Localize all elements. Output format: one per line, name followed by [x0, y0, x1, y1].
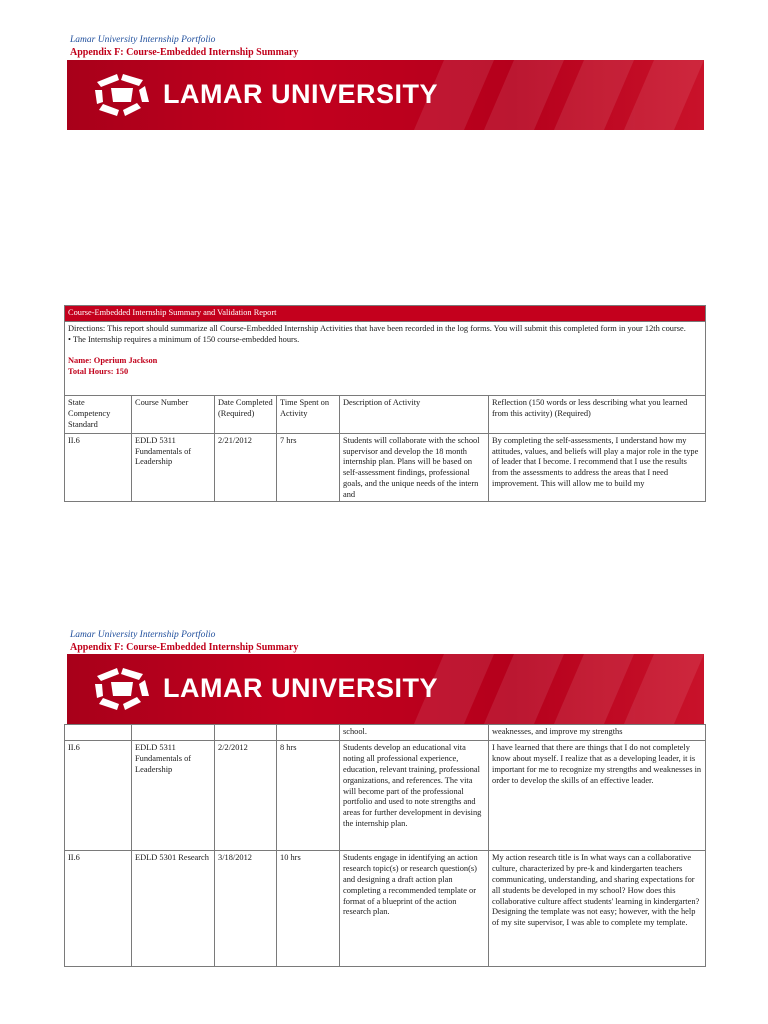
university-banner-2 [67, 654, 704, 724]
cell-description: Students engage in identifying an action research topic(s) or research question(s) and designing a draft action plan completing a recommended template or format of a blueprint of the action research plan. [340, 850, 489, 966]
cell-date: 2/21/2012 [215, 433, 277, 501]
cell-reflection [489, 433, 706, 501]
directions-cell [65, 321, 706, 395]
cell-time [277, 725, 340, 741]
directions-text: Directions: This report should summarize all Course-Embedded Internship Activities that have been recorded in the log forms. You will submit this completed form in your 12th course. [68, 323, 686, 333]
col-reflection: Reflection (150 words or less describing what you learned from this activity) (Required) [489, 395, 706, 433]
cell-date [215, 725, 277, 741]
col-time: Time Spent on Activity [277, 395, 340, 433]
page-header [70, 34, 298, 59]
portfolio-title: Lamar University Internship Portfolio [70, 630, 216, 640]
page-header-2 [70, 629, 298, 654]
portfolio-title: Lamar University Internship Portfolio [70, 35, 216, 45]
cell-reflection: My action research title is In what ways can a collaborative culture, characterized by pre-k and kindergarten teachers communicating, understanding, and sharing expectations for all students be developed in my school? How does this collaborative culture affect students' learning in kindergarten? Designing the template was not easy; however, with the help of my site supervisor, I was able to complete my template. [489, 850, 706, 966]
table-row [65, 433, 706, 501]
table-row [65, 850, 706, 966]
university-name: LAMAR UNIVERSITY [163, 79, 439, 109]
cell-course: EDLD 5311 Fundamentals of Leadership [132, 433, 215, 501]
column-header-row [65, 395, 706, 433]
cell-course: EDLD 5301 Research [132, 850, 215, 966]
cell-time: 8 hrs [277, 740, 340, 850]
cell-standard: II.6 [65, 850, 132, 966]
report-title-row [65, 306, 706, 322]
appendix-title: Appendix F: Course-Embedded Internship Summary [70, 47, 299, 58]
cell-reflection: weaknesses, and improve my strengths [489, 725, 706, 741]
lamar-logo-icon [93, 72, 151, 118]
directions-row [65, 321, 706, 395]
col-description: Description of Activity [340, 395, 489, 433]
cell-time: 10 hrs [277, 850, 340, 966]
cell-date: 2/2/2012 [215, 740, 277, 850]
cell-date: 3/18/2012 [215, 850, 277, 966]
col-date: Date Completed (Required) [215, 395, 277, 433]
cell-description: Students develop an educational vita noting all professional experience, education, relevant training, professional organizations, and references. The vita will become part of the professional portfolio and used to note strengths and areas for further development in devising the internship plan. [340, 740, 489, 850]
cell-description: school. [340, 725, 489, 741]
lamar-logo-icon [93, 666, 151, 712]
cell-course [132, 725, 215, 741]
university-banner [67, 60, 704, 130]
banner-watermark [404, 654, 704, 724]
total-hours: Total Hours: 150 [68, 366, 129, 376]
appendix-title: Appendix F: Course-Embedded Internship Summary [70, 642, 299, 653]
cell-reflection: I have learned that there are things that I do not completely know about myself. I realize that as a developing leader, it is important for me to recognize my strengths and weaknesses in order to develop the skills of an effective leader. [489, 740, 706, 850]
cell-description [340, 433, 489, 501]
cell-description-text: Students will collaborate with the school supervisor and develop the 18 month internship plan. Plans will be based on self-assessment findings, professional goals, and the unique needs of the intern and [343, 435, 480, 499]
cell-standard [65, 725, 132, 741]
report-table-continued [64, 724, 706, 967]
intern-name: Name: Operium Jackson [68, 355, 158, 365]
report-table [64, 305, 706, 502]
cell-standard: II.6 [65, 433, 132, 501]
continuation-row [65, 725, 706, 741]
cell-reflection-text: By completing the self-assessments, I understand how my attitudes, values, and beliefs will play a major role in the type of leader that I become. I recommend that I use the results from the assessments to address the areas that I need improvement. This will allow me to build my [492, 435, 699, 489]
col-standard: State Competency Standard [65, 395, 132, 433]
requirement-text: • The Internship requires a minimum of 150 course-embedded hours. [68, 334, 300, 344]
report-title: Course-Embedded Internship Summary and Validation Report [65, 306, 706, 322]
cell-time: 7 hrs [277, 433, 340, 501]
university-name: LAMAR UNIVERSITY [163, 673, 439, 703]
table-row [65, 740, 706, 850]
banner-watermark [404, 60, 704, 130]
cell-standard: II.6 [65, 740, 132, 850]
col-course: Course Number [132, 395, 215, 433]
cell-course: EDLD 5311 Fundamentals of Leadership [132, 740, 215, 850]
